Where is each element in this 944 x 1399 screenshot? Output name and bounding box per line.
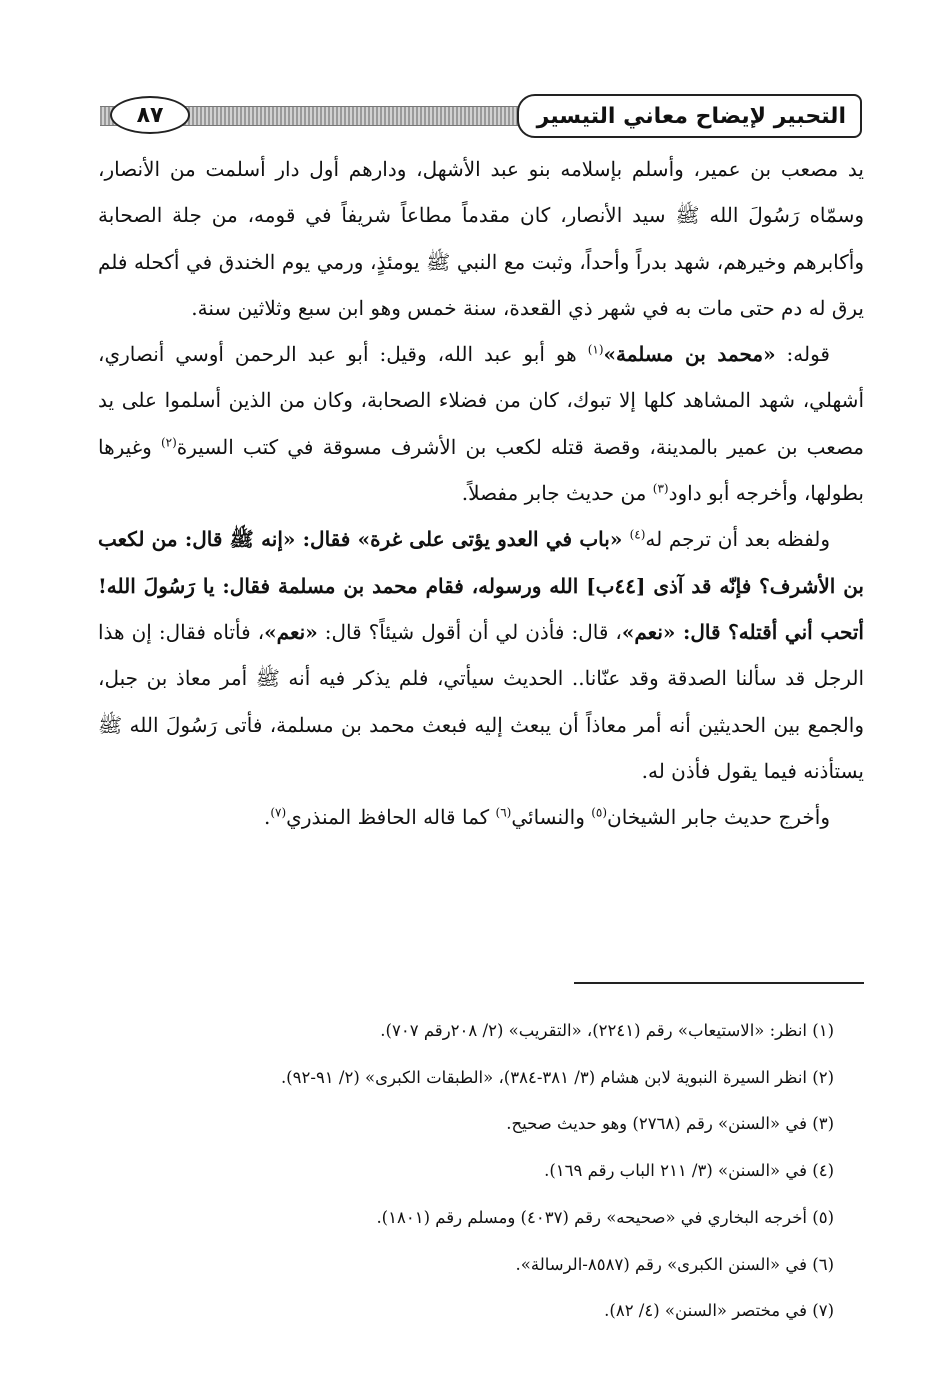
footnote-ref-2[interactable]: (٢) — [160, 435, 177, 450]
text-span: والنسائي — [511, 805, 592, 830]
footnote-4: (٤) في «السنن» (٣/ ٢١١ الباب رقم ١٦٩). — [544, 1161, 834, 1181]
text-span: . — [263, 805, 271, 830]
page-number: ٨٧ — [110, 96, 190, 134]
footnote-ref-1[interactable]: (١) — [587, 342, 604, 357]
text-span: وأخرج حديث جابر الشيخان — [607, 805, 830, 830]
main-text — [98, 146, 864, 840]
footnote-ref-6[interactable]: (٦) — [495, 805, 512, 820]
text-span: ، قال: فأذن لي أن أقول شيئاً؟ قال: — [317, 619, 622, 644]
text-span: وغيرها بطولها، وأخرجه أبو داود — [98, 434, 864, 506]
paragraph-2 — [98, 331, 864, 516]
text-span: من حديث جابر مفصلاً. — [461, 481, 653, 506]
hadith-quote: «باب في العدو يؤتى على غرة» فقال: «إنه ﷺ قال: من لكعب بن الأشرف؟ فإنّه قد آذى [٤٤ب] الله ورسوله، فقام محمد بن مسلمة فقال: يا رَسُولَ الله! أتحب أني أقتله؟ قال: «نعم» — [98, 527, 864, 644]
paragraph-4 — [98, 794, 864, 840]
footnote-1: (١) انظر: «الاستيعاب» رقم (٢٢٤١)، «التقريب» (٢/ ٢٠٨رقم ٧٠٧). — [380, 1021, 834, 1040]
text-span: هو أبو عبد الله، وقيل: أبو عبد الرحمن أوسي أنصاري، أشهلي، شهد المشاهد كلها إلا تبوك، كان من فضلاء الصحابة، وكان من الذين أسلموا على يد مصعب بن عمير بالمدينة، وقصة قتله لكعب بن الأشرف مسوقة في كتب السيرة — [98, 342, 865, 459]
footnote-7: (٧) في مختصر «السنن» (٤/ ٨٢). — [604, 1301, 834, 1321]
footnote-6: (٦) في «السنن الكبرى» رقم (٨٥٨٧-الرسالة». — [515, 1254, 834, 1274]
footnotes — [98, 1008, 864, 1335]
heading-term: «محمد بن مسلمة» — [603, 342, 776, 367]
paragraph-3 — [98, 516, 864, 794]
footnote-ref-4[interactable]: (٤) — [629, 527, 646, 542]
footnote-separator — [574, 982, 864, 984]
text-span: كما قاله الحافظ المنذري — [286, 805, 496, 830]
book-title: التحبير لإيضاح معاني التيسير — [517, 94, 862, 138]
hadith-quote: «نعم» — [264, 619, 318, 644]
paragraph-1: يد مصعب بن عمير، وأسلم بإسلامه بنو عبد الأشهل، ودارهم أول دار أسلمت من الأنصار، وسمّاه رَسُولَ الله ﷺ سيد الأنصار، كان مقدماً مطاعاً شريفاً في قومه، من جلة الصحابة وأكابرهم وخيرهم، شهد بدراً وأحداً، وثبت مع النبي ﷺ يومئذٍ، ورمي يوم الخندق في أكحله فلم يرق له دم حتى مات به في شهر ذي القعدة، سنة خمس وهو ابن سبع وثلاثين سنة. — [98, 157, 864, 320]
footnote-2: (٢) انظر السيرة النبوية لابن هشام (٣/ ٣٨١-٣٨٤)، «الطبقات الكبرى» (٢/ ٩١-٩٢). — [280, 1067, 834, 1087]
text-span: قوله: — [775, 342, 830, 367]
footnote-ref-7[interactable]: (٧) — [270, 805, 287, 820]
footnote-3: (٣) في «السنن» رقم (٢٧٦٨) وهو حديث صحيح. — [506, 1114, 834, 1134]
page-header — [100, 94, 862, 138]
text-span: ولفظه بعد أن ترجم له — [645, 527, 830, 552]
footnote-ref-3[interactable]: (٣) — [652, 481, 669, 496]
footnote-5: (٥) أخرجه البخاري في «صحيحه» رقم (٤٠٣٧) ومسلم رقم (١٨٠١). — [376, 1207, 834, 1227]
footnote-ref-5[interactable]: (٥) — [591, 805, 608, 820]
text-span: ، فأتاه فقال: إن هذا الرجل قد سألنا الصدقة وقد عنّانا.. الحديث سيأتي، فلم يذكر فيه أنه ﷺ أمر معاذ بن جبل، والجمع بين الحديثين أنه أمر معاذاً أن يبعث إليه فبعث محمد بن مسلمة، فأتى رَسُولَ الله ﷺ يستأذنه فيما يقول فأذن له. — [98, 619, 864, 783]
